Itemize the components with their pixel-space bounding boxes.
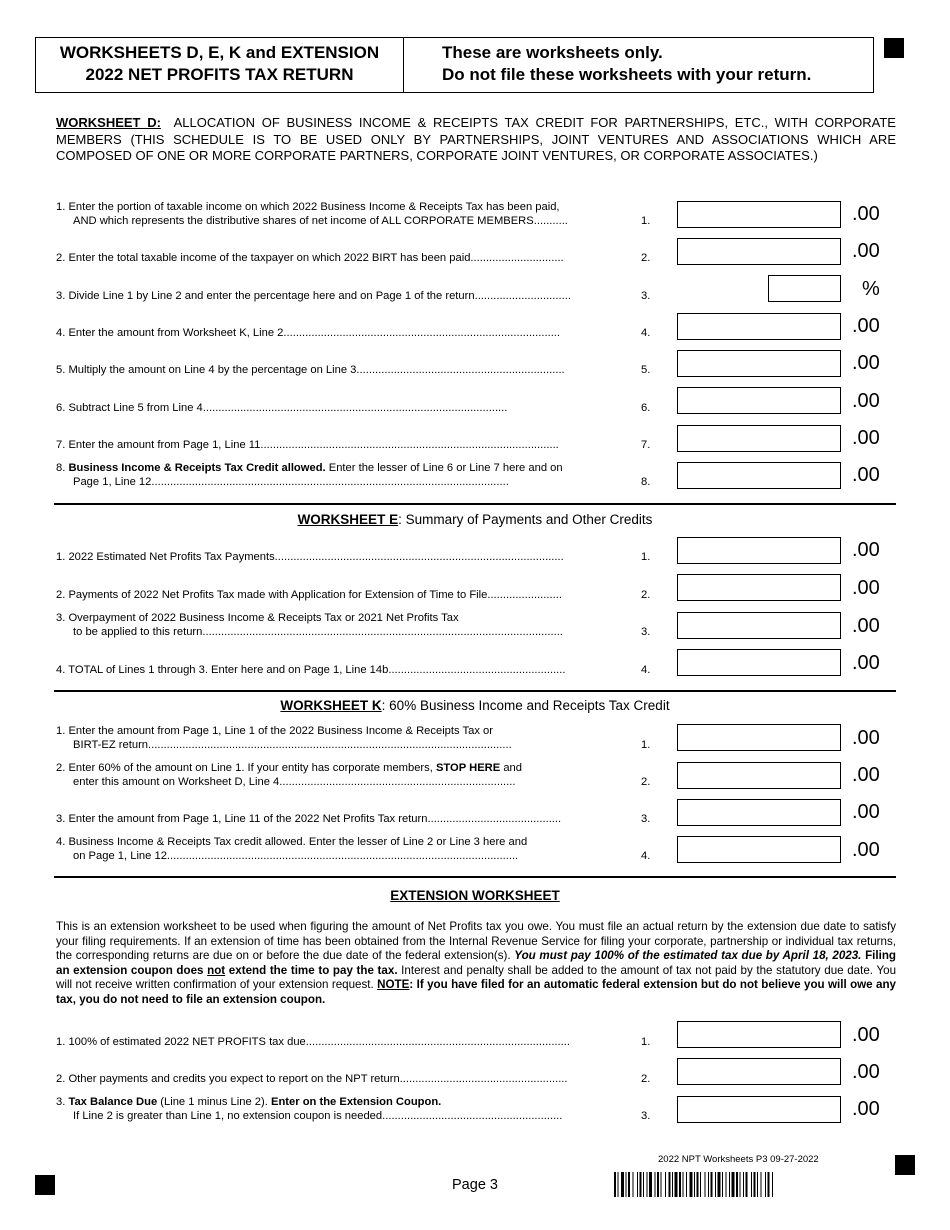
line-text: and xyxy=(500,762,522,774)
worksheet-e-line-4-input[interactable] xyxy=(677,649,841,676)
form-title xyxy=(36,38,404,92)
instructions-text: This is an extension worksheet to be used when figuring the amount of Net Profits tax you owe. You must file an actual return by the extension due date to satisfy your filing requirements. If an extension of time has been obtained from the Internal Revenue Service for filing your corporate, partnership or individual tax returns, the corresponding returns are due on or before the due date of the federal extension(s). xyxy=(56,920,896,963)
notice-line1: These are worksheets only. xyxy=(442,43,663,62)
line-text-bold: Tax Balance Due xyxy=(68,1096,158,1108)
worksheet-e-label: WORKSHEET E xyxy=(297,512,399,527)
extension-line-1 xyxy=(56,1035,631,1049)
line-text-bold: Enter on the Extension Coupon. xyxy=(270,1096,442,1108)
cents-suffix: .00 xyxy=(852,390,880,412)
line-text: 1. 2022 Estimated Net Profits Tax Payments............................................................................................. xyxy=(56,551,564,563)
line-text: If Line 2 is greater than Line 1, no extension coupon is needed.......................................................... xyxy=(73,1110,563,1122)
worksheet-k-line-2-input[interactable] xyxy=(677,762,841,789)
line-prefix: 8. xyxy=(56,462,69,474)
worksheet-d-line-8-input[interactable] xyxy=(677,462,841,489)
worksheet-e-line-4 xyxy=(56,663,631,677)
cents-suffix: .00 xyxy=(852,577,880,599)
line-text: 6. Subtract Line 5 from Line 4.................................................................................................. xyxy=(56,402,508,414)
cents-suffix: .00 xyxy=(852,652,880,674)
cents-suffix: .00 xyxy=(852,464,880,486)
cents-suffix: .00 xyxy=(852,1061,880,1083)
line-number: 3. xyxy=(641,813,651,825)
line-number: 3. xyxy=(641,626,651,638)
worksheet-e-line-2 xyxy=(56,588,631,602)
line-number: 1. xyxy=(641,215,651,227)
worksheet-notice xyxy=(442,42,811,86)
line-text: 4. Enter the amount from Worksheet K, Line 2......................................................................................... xyxy=(56,327,561,339)
cents-suffix: .00 xyxy=(852,764,880,786)
line-text: 1. 100% of estimated 2022 NET PROFITS tax due..................................................................................... xyxy=(56,1036,570,1048)
worksheet-d-line-4 xyxy=(56,326,631,340)
cents-suffix: .00 xyxy=(852,315,880,337)
line-text: 2. Payments of 2022 Net Profits Tax made with Application for Extension of Time to File........................ xyxy=(56,589,562,601)
section-divider xyxy=(54,876,896,878)
line-text: 3. Overpayment of 2022 Business Income & Receipts Tax or 2021 Net Profits Tax xyxy=(56,612,459,624)
cents-suffix: .00 xyxy=(852,839,880,861)
line-prefix: 3. xyxy=(56,1096,69,1108)
line-number: 2. xyxy=(641,252,651,264)
registration-mark-top-right xyxy=(884,38,904,58)
line-text: 4. Business Income & Receipts Tax credit allowed. Enter the lesser of Line 2 or Line 3 here and xyxy=(56,836,528,848)
line-text: Page 1, Line 12................................................................................................................... xyxy=(73,476,509,488)
worksheet-d-line-3 xyxy=(56,289,631,303)
line-text: AND which represents the distributive shares of net income of ALL CORPORATE MEMBERS........... xyxy=(73,215,568,227)
instructions-text-bold: Filing an extension coupon does xyxy=(56,949,896,977)
cents-suffix: .00 xyxy=(852,727,880,749)
line-number: 1. xyxy=(641,1036,651,1048)
line-number: 3. xyxy=(641,290,651,302)
line-text: 2. Enter 60% of the amount on Line 1. If your entity has corporate members, xyxy=(56,762,436,774)
line-text: 3. Enter the amount from Page 1, Line 11 of the 2022 Net Profits Tax return........................................... xyxy=(56,813,562,825)
extension-line-2 xyxy=(56,1072,631,1086)
extension-line-1-input[interactable] xyxy=(677,1021,841,1048)
line-text: 2. Other payments and credits you expect to report on the NPT return...................................................... xyxy=(56,1073,568,1085)
worksheet-e-line-1-input[interactable] xyxy=(677,537,841,564)
line-text: to be applied to this return.................................................................................................................... xyxy=(73,626,563,638)
form-code: 2022 NPT Worksheets P3 09-27-2022 xyxy=(658,1154,819,1165)
extension-title-text: EXTENSION WORKSHEET xyxy=(390,888,560,903)
worksheet-d-line-6 xyxy=(56,401,631,415)
header-box xyxy=(35,37,874,93)
worksheet-e-title xyxy=(54,512,896,527)
cents-suffix: .00 xyxy=(852,1024,880,1046)
line-text: (Line 1 minus Line 2). xyxy=(157,1096,271,1108)
cents-suffix: .00 xyxy=(852,427,880,449)
percent-suffix: % xyxy=(862,278,880,300)
worksheet-d-intro-text: ALLOCATION OF BUSINESS INCOME & RECEIPTS TAX CREDIT FOR PARTNERSHIPS, ETC., WITH CORPORATE MEMBERS (THIS SCHEDULE IS TO BE USED ONLY BY PARTNERSHIPS, JOINT VENTURES AND ASSOCIATIONS WHICH ARE COMPOSED OF ONE OR MORE CORPORATE PARTNERS, CORPORATE JOINT VENTURES, OR CORPORATE ASSOCIATES.) xyxy=(56,115,896,163)
instructions-note-text: : If you have filed for an automatic federal extension but do not believe you will owe any tax, you do not need to file an extension coupon. xyxy=(56,978,896,1006)
line-text: 5. Multiply the amount on Line 4 by the percentage on Line 3................................................................... xyxy=(56,364,565,376)
instructions-text: Interest and penalty shall be added to the amount of tax not paid by the statutory due date. You will not receive written confirmation of your extension request. xyxy=(56,963,897,992)
worksheet-d-line-1-input[interactable] xyxy=(677,201,841,228)
notice-line2: Do not file these worksheets with your return. xyxy=(442,65,812,84)
extension-line-3 xyxy=(56,1095,631,1123)
worksheet-d-line-6-input[interactable] xyxy=(677,387,841,414)
worksheet-k-line-1 xyxy=(56,724,631,752)
line-number: 5. xyxy=(641,364,651,376)
worksheet-d-line-1 xyxy=(56,200,631,228)
worksheet-e-line-3-input[interactable] xyxy=(677,612,841,639)
line-number: 2. xyxy=(641,589,651,601)
worksheet-k-line-4 xyxy=(56,835,631,863)
worksheet-k-line-1-input[interactable] xyxy=(677,724,841,751)
line-number: 6. xyxy=(641,402,651,414)
line-number: 4. xyxy=(641,850,651,862)
barcode-icon xyxy=(614,1172,860,1197)
worksheet-k-line-2 xyxy=(56,761,631,789)
form-title-line2: 2022 NET PROFITS TAX RETURN xyxy=(85,65,354,84)
cents-suffix: .00 xyxy=(852,539,880,561)
extension-line-2-input[interactable] xyxy=(677,1058,841,1085)
line-text: on Page 1, Line 12................................................................................................................. xyxy=(73,850,519,862)
instructions-text-bold: extend the time to pay the tax. xyxy=(225,963,398,977)
extension-title xyxy=(54,888,896,903)
line-text-bold: STOP HERE xyxy=(435,762,501,774)
line-number: 4. xyxy=(641,664,651,676)
instructions-text-emphasis: You must pay 100% of the estimated tax due by April 18, 2023. xyxy=(514,949,862,963)
line-text: 1. Enter the amount from Page 1, Line 1 of the 2022 Business Income & Receipts Tax or xyxy=(56,725,493,737)
instructions-text-not: not xyxy=(207,963,226,977)
worksheet-k-line-3 xyxy=(56,812,631,826)
registration-mark-bottom-right xyxy=(895,1155,915,1175)
cents-suffix: .00 xyxy=(852,203,880,225)
line-number: 1. xyxy=(641,739,651,751)
line-text: 2. Enter the total taxable income of the taxpayer on which 2022 BIRT has been paid.............................. xyxy=(56,252,564,264)
line-number: 2. xyxy=(641,1073,651,1085)
worksheet-d-line-8 xyxy=(56,461,631,489)
worksheet-e-line-2-input[interactable] xyxy=(677,574,841,601)
line-number: 3. xyxy=(641,1110,651,1122)
worksheet-k-line-3-input[interactable] xyxy=(677,799,841,826)
line-text: BIRT-EZ return..................................................................................................................... xyxy=(73,739,512,751)
line-text: 4. TOTAL of Lines 1 through 3. Enter here and on Page 1, Line 14b......................................................... xyxy=(56,664,566,676)
worksheet-d-line-4-input[interactable] xyxy=(677,313,841,340)
section-divider xyxy=(54,690,896,692)
line-text: enter this amount on Worksheet D, Line 4............................................................................ xyxy=(73,776,516,788)
worksheet-k-label: WORKSHEET K xyxy=(280,698,382,713)
worksheet-e-subtitle: : Summary of Payments and Other Credits xyxy=(398,512,653,527)
line-number: 4. xyxy=(641,327,651,339)
worksheet-d-label: WORKSHEET D: xyxy=(56,115,161,130)
line-text: 3. Divide Line 1 by Line 2 and enter the percentage here and on Page 1 of the return............................... xyxy=(56,290,571,302)
worksheet-d-line-3-percent-input[interactable] xyxy=(768,275,841,302)
line-text: Enter the lesser of Line 6 or Line 7 here and on xyxy=(325,462,563,474)
line-number: 8. xyxy=(641,476,651,488)
line-number: 7. xyxy=(641,439,651,451)
worksheet-d-line-7-input[interactable] xyxy=(677,425,841,452)
form-title-line1: WORKSHEETS D, E, K and EXTENSION xyxy=(59,43,380,62)
worksheet-d-line-5 xyxy=(56,363,631,377)
cents-suffix: .00 xyxy=(852,352,880,374)
worksheet-d-line-5-input[interactable] xyxy=(677,350,841,377)
worksheet-k-title xyxy=(54,698,896,713)
line-text-bold: Business Income & Receipts Tax Credit allowed. xyxy=(68,462,326,474)
worksheet-d-line-2 xyxy=(56,251,631,265)
cents-suffix: .00 xyxy=(852,1098,880,1120)
worksheet-k-line-4-input[interactable] xyxy=(677,836,841,863)
line-number: 1. xyxy=(641,551,651,563)
line-number: 2. xyxy=(641,776,651,788)
worksheet-d-line-7 xyxy=(56,438,631,452)
worksheet-e-line-3 xyxy=(56,611,631,639)
instructions-note-label: NOTE xyxy=(377,978,410,992)
extension-instructions xyxy=(56,920,896,1008)
extension-line-3-input[interactable] xyxy=(677,1096,841,1123)
worksheet-k-subtitle: : 60% Business Income and Receipts Tax Credit xyxy=(381,698,670,713)
cents-suffix: .00 xyxy=(852,240,880,262)
worksheet-d-line-2-input[interactable] xyxy=(677,238,841,265)
worksheet-e-line-1 xyxy=(56,550,631,564)
line-text: 7. Enter the amount from Page 1, Line 11................................................................................................ xyxy=(56,439,559,451)
cents-suffix: .00 xyxy=(852,615,880,637)
line-text: 1. Enter the portion of taxable income on which 2022 Business Income & Receipts Tax has been paid, xyxy=(56,201,560,213)
cents-suffix: .00 xyxy=(852,801,880,823)
page-number: Page 3 xyxy=(452,1177,498,1193)
worksheet-d-intro xyxy=(56,115,896,165)
section-divider xyxy=(54,503,896,505)
